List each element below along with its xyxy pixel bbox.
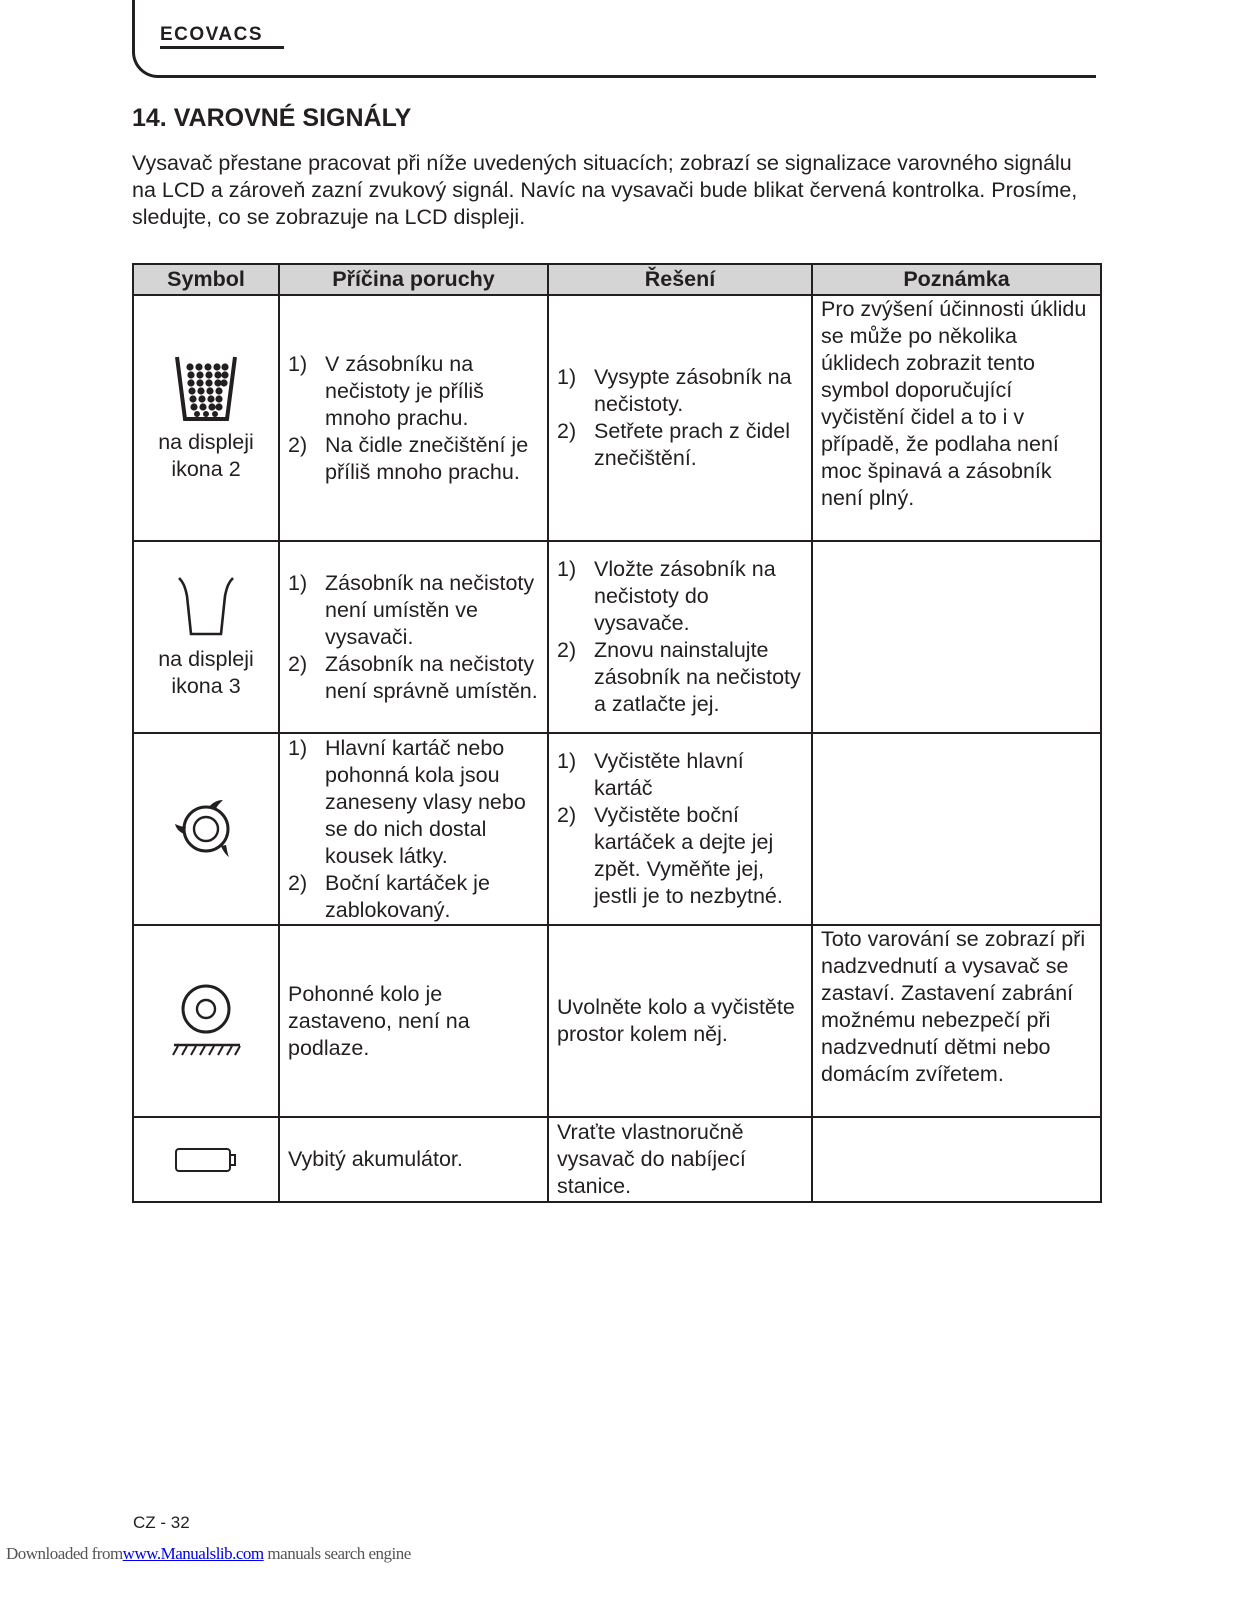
table-row: [133, 925, 1101, 1117]
full-dustbin-icon: [173, 353, 239, 423]
solution-text: Setřete prach z čidel znečištění.: [594, 419, 790, 470]
download-prefix: Downloaded from: [6, 1544, 123, 1563]
list-item: 1) Vložte zásobník na nečistoty do vysavače.: [557, 557, 776, 635]
cause-text: Zásobník na nečistoty není správně umístěn.: [325, 651, 538, 703]
empty-dustbin-icon: [173, 574, 239, 640]
symbol-cell: [133, 925, 279, 1117]
solution-list: [557, 556, 803, 718]
solution-text: Vyčistěte boční kartáček a dejte jej zpět. Vyměňte jej, jestli je to nezbytné.: [594, 803, 783, 908]
solution-cell: [548, 295, 812, 541]
table-row: [133, 295, 1101, 541]
note-cell: [812, 1117, 1101, 1202]
list-item: 1) V zásobníku na nečistoty je příliš mnoho prachu.: [288, 351, 484, 430]
symbol-cell: [133, 1117, 279, 1202]
solution-cell: [548, 541, 812, 733]
cause-cell: [279, 541, 548, 733]
download-footer: [6, 1544, 411, 1564]
list-item: 1) Hlavní kartáč nebo pohonná kola jsou zaneseny vlasy nebo se do nich dostal kousek látky.: [288, 735, 526, 868]
brush-icon: [171, 794, 241, 864]
symbol-label: na displeji ikona 3: [158, 647, 254, 698]
cause-text: V zásobníku na nečistoty je příliš mnoho prachu.: [325, 351, 484, 430]
cause-text: Boční kartáček je zablokovaný.: [325, 870, 490, 922]
note-cell: [812, 541, 1101, 733]
warning-table: [132, 263, 1102, 1203]
note-cell: Pro zvýšení účinnosti úklidu se může po několika úklidech zobrazit tento symbol doporučující vyčistění čidel a to i v případě, že podlaha není moc špinavá a zásobník není plný.: [812, 295, 1101, 541]
symbol-cell: [133, 295, 279, 541]
list-item: 2) Boční kartáček je zablokovaný.: [288, 870, 490, 922]
solution-text: Vysypte zásobník na nečistoty.: [594, 365, 792, 416]
cause-text: Hlavní kartáč nebo pohonná kola jsou zaneseny vlasy nebo se do nich dostal kousek látky.: [325, 735, 526, 868]
table-header-row: [133, 264, 1101, 295]
cause-text: Na čidle znečištění je příliš mnoho prachu.: [325, 432, 529, 484]
cause-cell: Vybitý akumulátor.: [279, 1117, 548, 1202]
low-battery-icon: [174, 1146, 238, 1174]
manualslib-link[interactable]: www.Manualslib.com: [122, 1544, 264, 1563]
download-suffix: manuals search engine: [267, 1544, 411, 1563]
solution-cell: Vraťte vlastnoručně vysavač do nabíjecí stanice.: [548, 1117, 812, 1202]
list-item: 2) Zásobník na nečistoty není správně umístěn.: [288, 651, 538, 703]
table-row: [133, 733, 1101, 925]
solution-list: [557, 364, 803, 472]
cause-cell: [279, 733, 548, 925]
symbol-cell: [133, 541, 279, 733]
note-cell: [812, 733, 1101, 925]
solution-list: [557, 748, 803, 910]
solution-text: Vložte zásobník na nečistoty do vysavače.: [594, 557, 776, 635]
header-note: Poznámka: [812, 264, 1101, 295]
solution-text: Znovu nainstalujte zásobník na nečistoty a zatlačte jej.: [594, 638, 801, 716]
symbol-label: na displeji ikona 2: [158, 430, 254, 481]
cause-list: [288, 570, 539, 705]
section-title: 14. VAROVNÉ SIGNÁLY: [132, 104, 412, 132]
brand-name: ECOVACS: [160, 24, 264, 45]
cause-cell: [279, 295, 548, 541]
cause-cell: Pohonné kolo je zastaveno, není na podlaze.: [279, 925, 548, 1117]
list-item: 2) Na čidle znečištění je příliš mnoho prachu.: [288, 432, 529, 484]
page-number: CZ - 32: [133, 1513, 190, 1532]
list-item: 1) Zásobník na nečistoty není umístěn ve vysavači.: [288, 570, 535, 649]
note-cell: Toto varování se zobrazí při nadzvednutí a vysavač se zastaví. Zastavení zabrání možnému nebezpečí při nadzvednutí dětmi nebo domácím zvířetem.: [812, 925, 1101, 1117]
header-symbol: Symbol: [133, 264, 279, 295]
logo-underline: [160, 46, 284, 49]
list-item: 2) Znovu nainstalujte zásobník na nečistoty a zatlačte jej.: [557, 638, 801, 716]
solution-cell: Uvolněte kolo a vyčistěte prostor kolem něj.: [548, 925, 812, 1117]
cause-list: [288, 351, 539, 486]
intro-paragraph: Vysavač přestane pracovat při níže uvedených situacích; zobrazí se signalizace varovného signálu na LCD a zároveň zazní zvukový signál. Navíc na vysavači bude blikat červená kontrolka. Prosíme, sledujte, co se zobrazuje na LCD displeji.: [132, 151, 1078, 229]
table-row: [133, 1117, 1101, 1202]
solution-text: Vyčistěte hlavní kartáč: [594, 749, 744, 800]
list-item: 2) Setřete prach z čidel znečištění.: [557, 419, 790, 470]
cause-list: [288, 735, 539, 924]
list-item: 1) Vysypte zásobník na nečistoty.: [557, 365, 792, 416]
brand-logo: [160, 25, 284, 49]
symbol-cell: [133, 733, 279, 925]
table-row: [133, 541, 1101, 733]
cause-text: Zásobník na nečistoty není umístěn ve vysavači.: [325, 570, 535, 649]
list-item: 2) Vyčistěte boční kartáček a dejte jej zpět. Vyměňte jej, jestli je to nezbytné.: [557, 803, 783, 908]
wheel-lifted-icon: [168, 983, 244, 1059]
list-item: 1) Vyčistěte hlavní kartáč: [557, 749, 744, 800]
header-cause: Příčina poruchy: [279, 264, 548, 295]
header-solution: Řešení: [548, 264, 812, 295]
solution-cell: [548, 733, 812, 925]
